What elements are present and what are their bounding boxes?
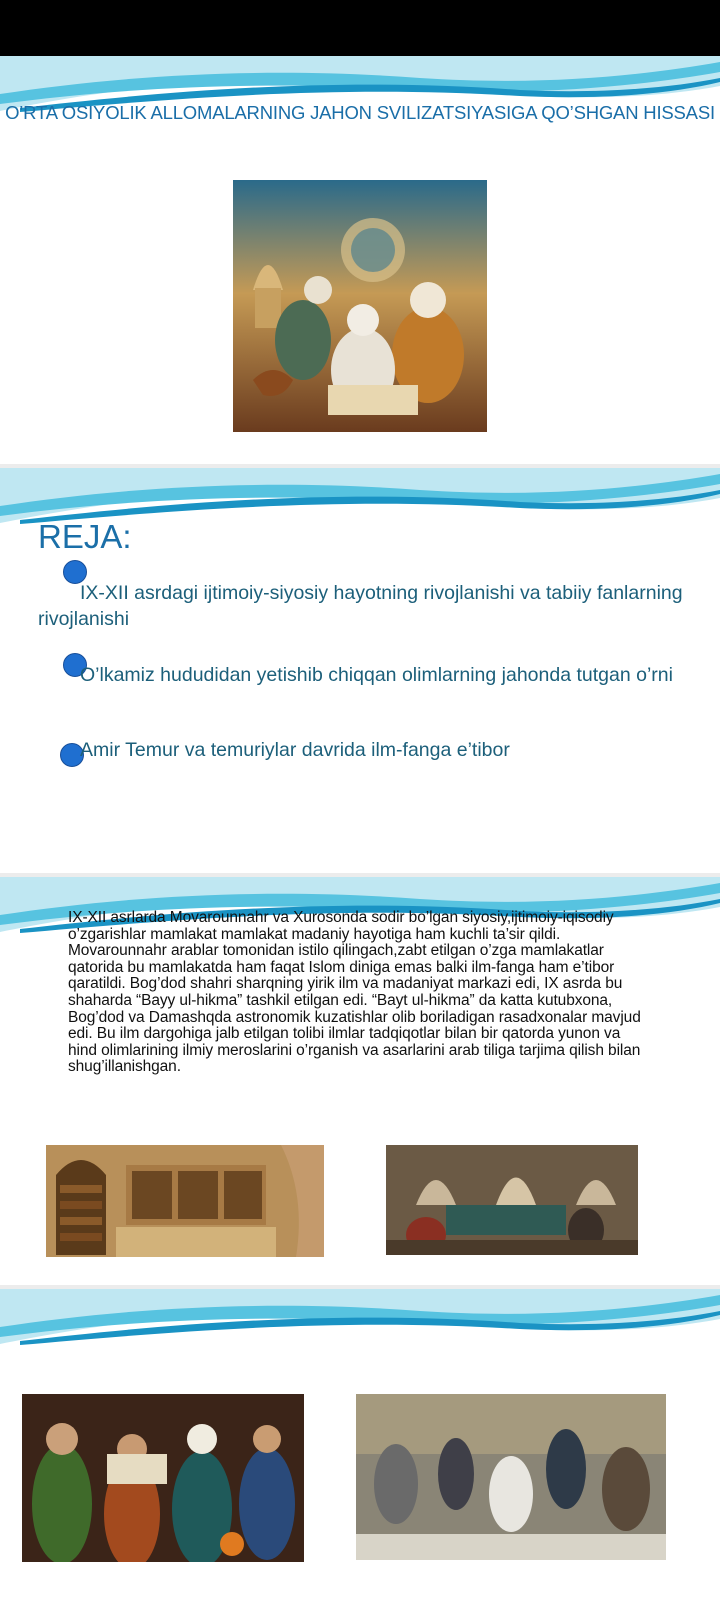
slide-plan	[0, 468, 720, 873]
wave-decoration	[0, 56, 720, 136]
page-title: O’RTA OSIYOLIK ALLOMALARNING JAHON SVILIZATSIYASIGA QO’SHGAN HISSASI	[5, 102, 715, 123]
assembly-painting	[386, 1145, 638, 1255]
library-painting	[46, 1145, 324, 1257]
history-paragraph: IX-XII asrlarda Movarounnahr va Xurosonda sodir bo’lgan siyosiy,ijtimoiy-iqisodiy o’zgarishlar mamlakat mamlakat madaniy hayotiga ham kuchli ta’sir qildi. Movarounnahr arablar tomonidan istilo qilingach,zabt etilgan o’zga mamlakatlar qatorida bu mamlakatda ham faqat Islom diniga emas balki ilm-fanga ham e’tibor qaratildi. Bog’dod shahri sharqning yirik ilm va madaniyat markazi edi, IX asrda bu shaharda “Bayy ul-hikma” tashkil etilgan edi. “Bayt ul-hikma” da katta kutubxona, Bog’dod va Damashqda astronomik kuzatishlar olib boriladigan rasadxonalar mavjud edi. Bu ilm dargohiga jalb etilgan tolibi ilmlar tadqiqotlar bilan bir qatorda yunon va hind olimlarining ilmiy meroslarini o’rganish va asarlarini arab tiliga tarjima qilish bilan shug’illanishgan.	[68, 909, 641, 1076]
scholars-painting	[22, 1394, 304, 1562]
plan-item: Amir Temur va temuriylar davrida ilm-fanga e’tibor	[80, 739, 510, 761]
plan-heading: REJA:	[38, 518, 132, 555]
scholars-illustration	[233, 180, 487, 432]
slide-paintings	[0, 1289, 720, 1600]
gathering-painting	[356, 1394, 666, 1560]
slide-title	[0, 56, 720, 464]
wave-decoration	[0, 1289, 720, 1369]
plan-item: IX-XII asrdagi ijtimoiy-siyosiy hayotning rivojlanishi va tabiiy fanlarning rivojlanishi	[38, 582, 683, 630]
plan-item: O’lkamiz hududidan yetishib chiqqan olimlarning jahonda tutgan o’rni	[80, 664, 673, 686]
status-bar	[0, 0, 720, 56]
slide-history	[0, 877, 720, 1285]
